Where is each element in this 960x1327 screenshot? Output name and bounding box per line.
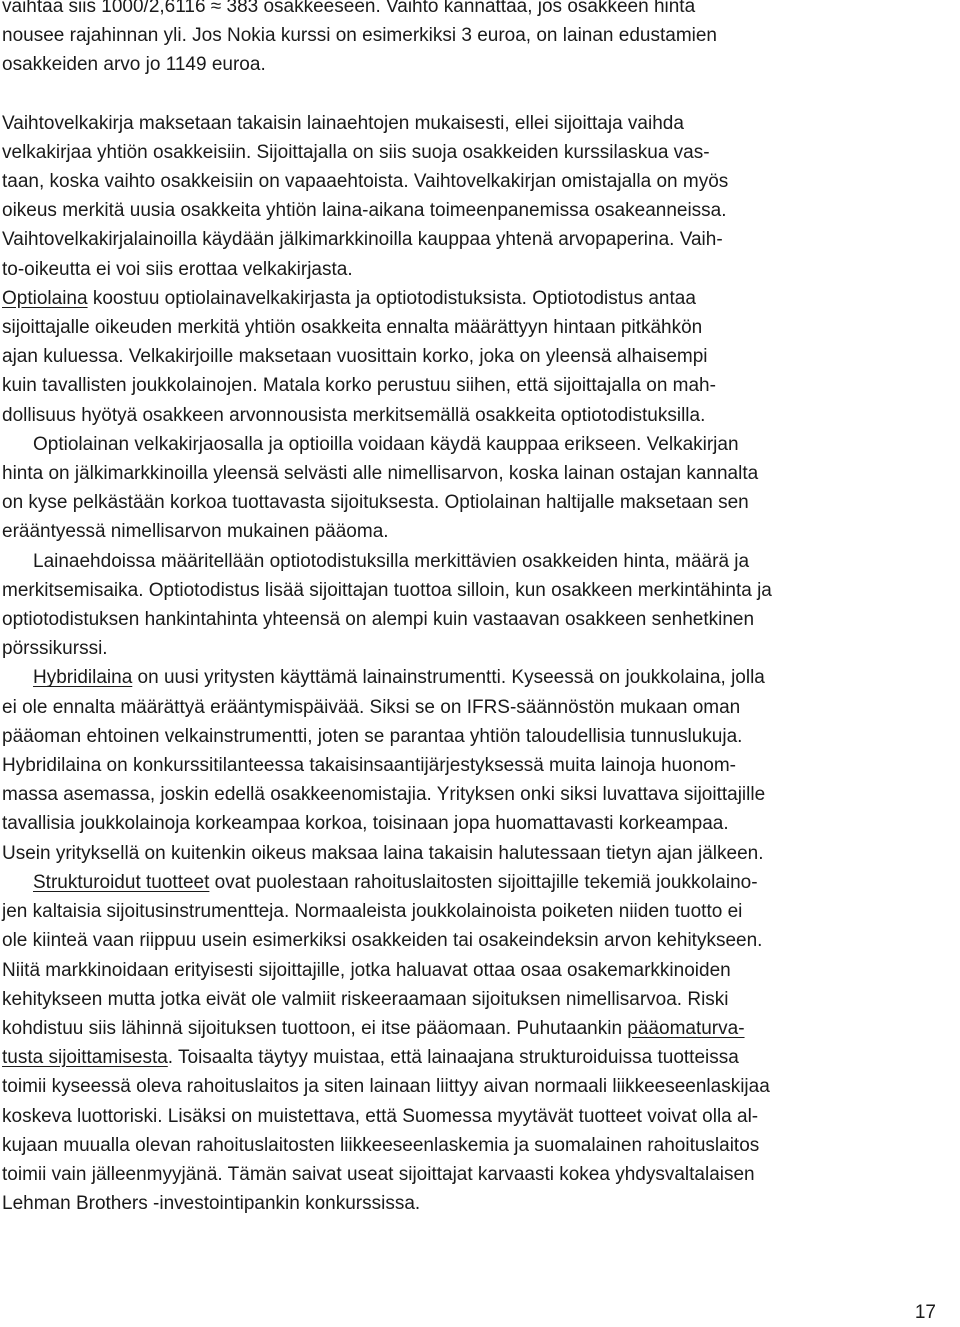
paragraph-text: on uusi yritysten käyttämä lainainstrumentti. Kyseessä on joukkolaina, jolla ei ole ennalta määrättyä erääntymispäivää. Siksi se on IFRS-säännöstön mukaan oman pääoman ehtoinen velkainstrumentti, joten se parantaa yhtiön taloudellisia tunnuslukuja. Hybridilaina on konkurssitilanteessa takaisinsaantijärjestyksessä muita lainoja huonom- massa asemassa, joskin edellä osakkeenomistajia. Yrityksen onki siksi luvattava sijoittajille tavallisia joukkolainoja korkeampaa korkoa, toisinaan jopa huomattavasti korkeampaa. Usein yrityksellä on kuitenkin oikeus maksaa laina takaisin halutessaan tietyn ajan jälkeen. — [2, 667, 766, 864]
term-hybridilaina: Hybridilaina — [33, 667, 133, 689]
paragraph-convertible-bond — [2, 109, 882, 284]
paragraph-text: vaihtaa siis 1000/2,6116 ≈ 383 osakkeeseen. Vaihto kannattaa, jos osakkeen hinta nousee rajahinnan yli. Jos Nokia kurssi on esimerkiksi 3 euroa, on lainan edustamien osakkeiden arvo jo 1149 euroa. — [2, 0, 717, 76]
paragraph-text: . Toisaalta täytyy muistaa, että lainaajana strukturoiduissa tuotteissa toimii kyseessä oleva rahoituslaitos ja siten lainaan liittyy aivan normaali liikkeeseenlaskijaa koskeva luottoriski. Lisäksi on muistettava, että Suomessa myytävät tuotteet voivat olla al- kujaan muualla olevan rahoituslaitosten liikkeeseenlaskemia ja suomalainen rahoituslaitos toimii vain jälleenmyyjänä. Tämän saivat useat sijoittajat karvaasti kokea yhdysvaltalaisen Lehman Brothers -investointipankin konkurssissa. — [2, 1047, 770, 1215]
paragraph-text: Lainaehdoissa määritellään optiotodistuksilla merkittävien osakkeiden hinta, määrä ja merkitsemisaika. Optiotodistus lisää sijoittajan tuottoa silloin, kun osakkeen merkintähinta ja optiotodistuksen hankintahinta yhteensä on alempi kuin vastaavan osakkeen senhetkinen pörssikurssi. — [2, 550, 772, 660]
paragraph-text: Optiolainan velkakirjaosalla ja optioilla voidaan käydä kauppaa erikseen. Velkakirjan hinta on jälkimarkkinoilla yleensä selvästi alle nimellisarvon, koska lainan ostajan kannalta on kyse pelkästään korkoa tuottavasta sijoituksesta. Optiolainan haltijalle maksetaan sen erääntyessä nimellisarvon mukainen pääoma. — [2, 433, 759, 543]
paragraph-text: ovat puolestaan rahoituslaitosten sijoittajille tekemiä joukkolaino- jen kaltaisia sijoitusinstrumentteja. Normaaleista joukkolainoista poiketen niiden tuotto ei ole kiinteä vaan riippuu usein esimerkiksi osakkeiden tai osakeindeksin arvon kehitykseen. Niitä markkinoidaan erityisesti sijoittajille, jotka haluavat ottaa osaa osakemarkkinoiden kehitykseen mutta jotka eivät ole valmiit riskeeraamaan sijoituksen nimellisarvoa. Riski kohdistuu siis lähinnä sijoituksen tuottoon, ei itse pääomaan. Puhutaankin — [2, 871, 763, 1039]
paragraph-loan-terms — [2, 547, 882, 664]
paragraph-structured-products — [2, 868, 882, 1218]
body-text — [2, 0, 882, 1218]
paragraph-hybrid-loan — [2, 663, 882, 867]
page-number: 17 — [914, 1302, 936, 1323]
paragraph-convertible-example — [2, 0, 882, 80]
term-strukturoidut-tuotteet: Strukturoidut tuotteet — [33, 871, 210, 893]
paragraph-text: Vaihtovelkakirja maksetaan takaisin lainaehtojen mukaisesti, ellei sijoittaja vaihda velkakirjaa yhtiön osakkeisiin. Sijoittajalla on siis suoja osakkeiden kurssilaskua vas- taan, koska vaihto osakkeisiin on vapaaehtoista. Vaihtovelkakirjan omistajalla on myös oikeus merkitä uusia osakkeita yhtiön laina-aikana toimeenpanemissa osakeanneissa. Vaihtovelkakirjalainoilla käydään jälkimarkkinoilla kauppaa yhtenä arvopaperina. Vaih- to-oikeutta ei voi siis erottaa velkakirjasta. — [2, 112, 729, 280]
paragraph-option-loan — [2, 284, 882, 430]
term-optiolaina: Optiolaina — [2, 287, 88, 309]
paragraph-option-loan-trading — [2, 430, 882, 547]
term-paaomaturvattu-sijoittaminen: pääomaturva- tusta sijoittamisesta — [2, 1017, 745, 1069]
paragraph-text: koostuu optiolainavelkakirjasta ja optiotodistuksista. Optiotodistus antaa sijoittajalle oikeuden merkitä yhtiön osakkeita ennalta määrättyyn hintaan pitkähkön ajan kuluessa. Velkakirjoille maksetaan vuosittain korko, joka on yleensä alhaisempi kuin tavallisten joukkolainojen. Matala korko perustuu siihen, että sijoittajalla on mah- dollisuus hyötyä osakkeen arvonnousista merkitsemällä osakkeita optiotodistuksilla. — [2, 287, 716, 426]
